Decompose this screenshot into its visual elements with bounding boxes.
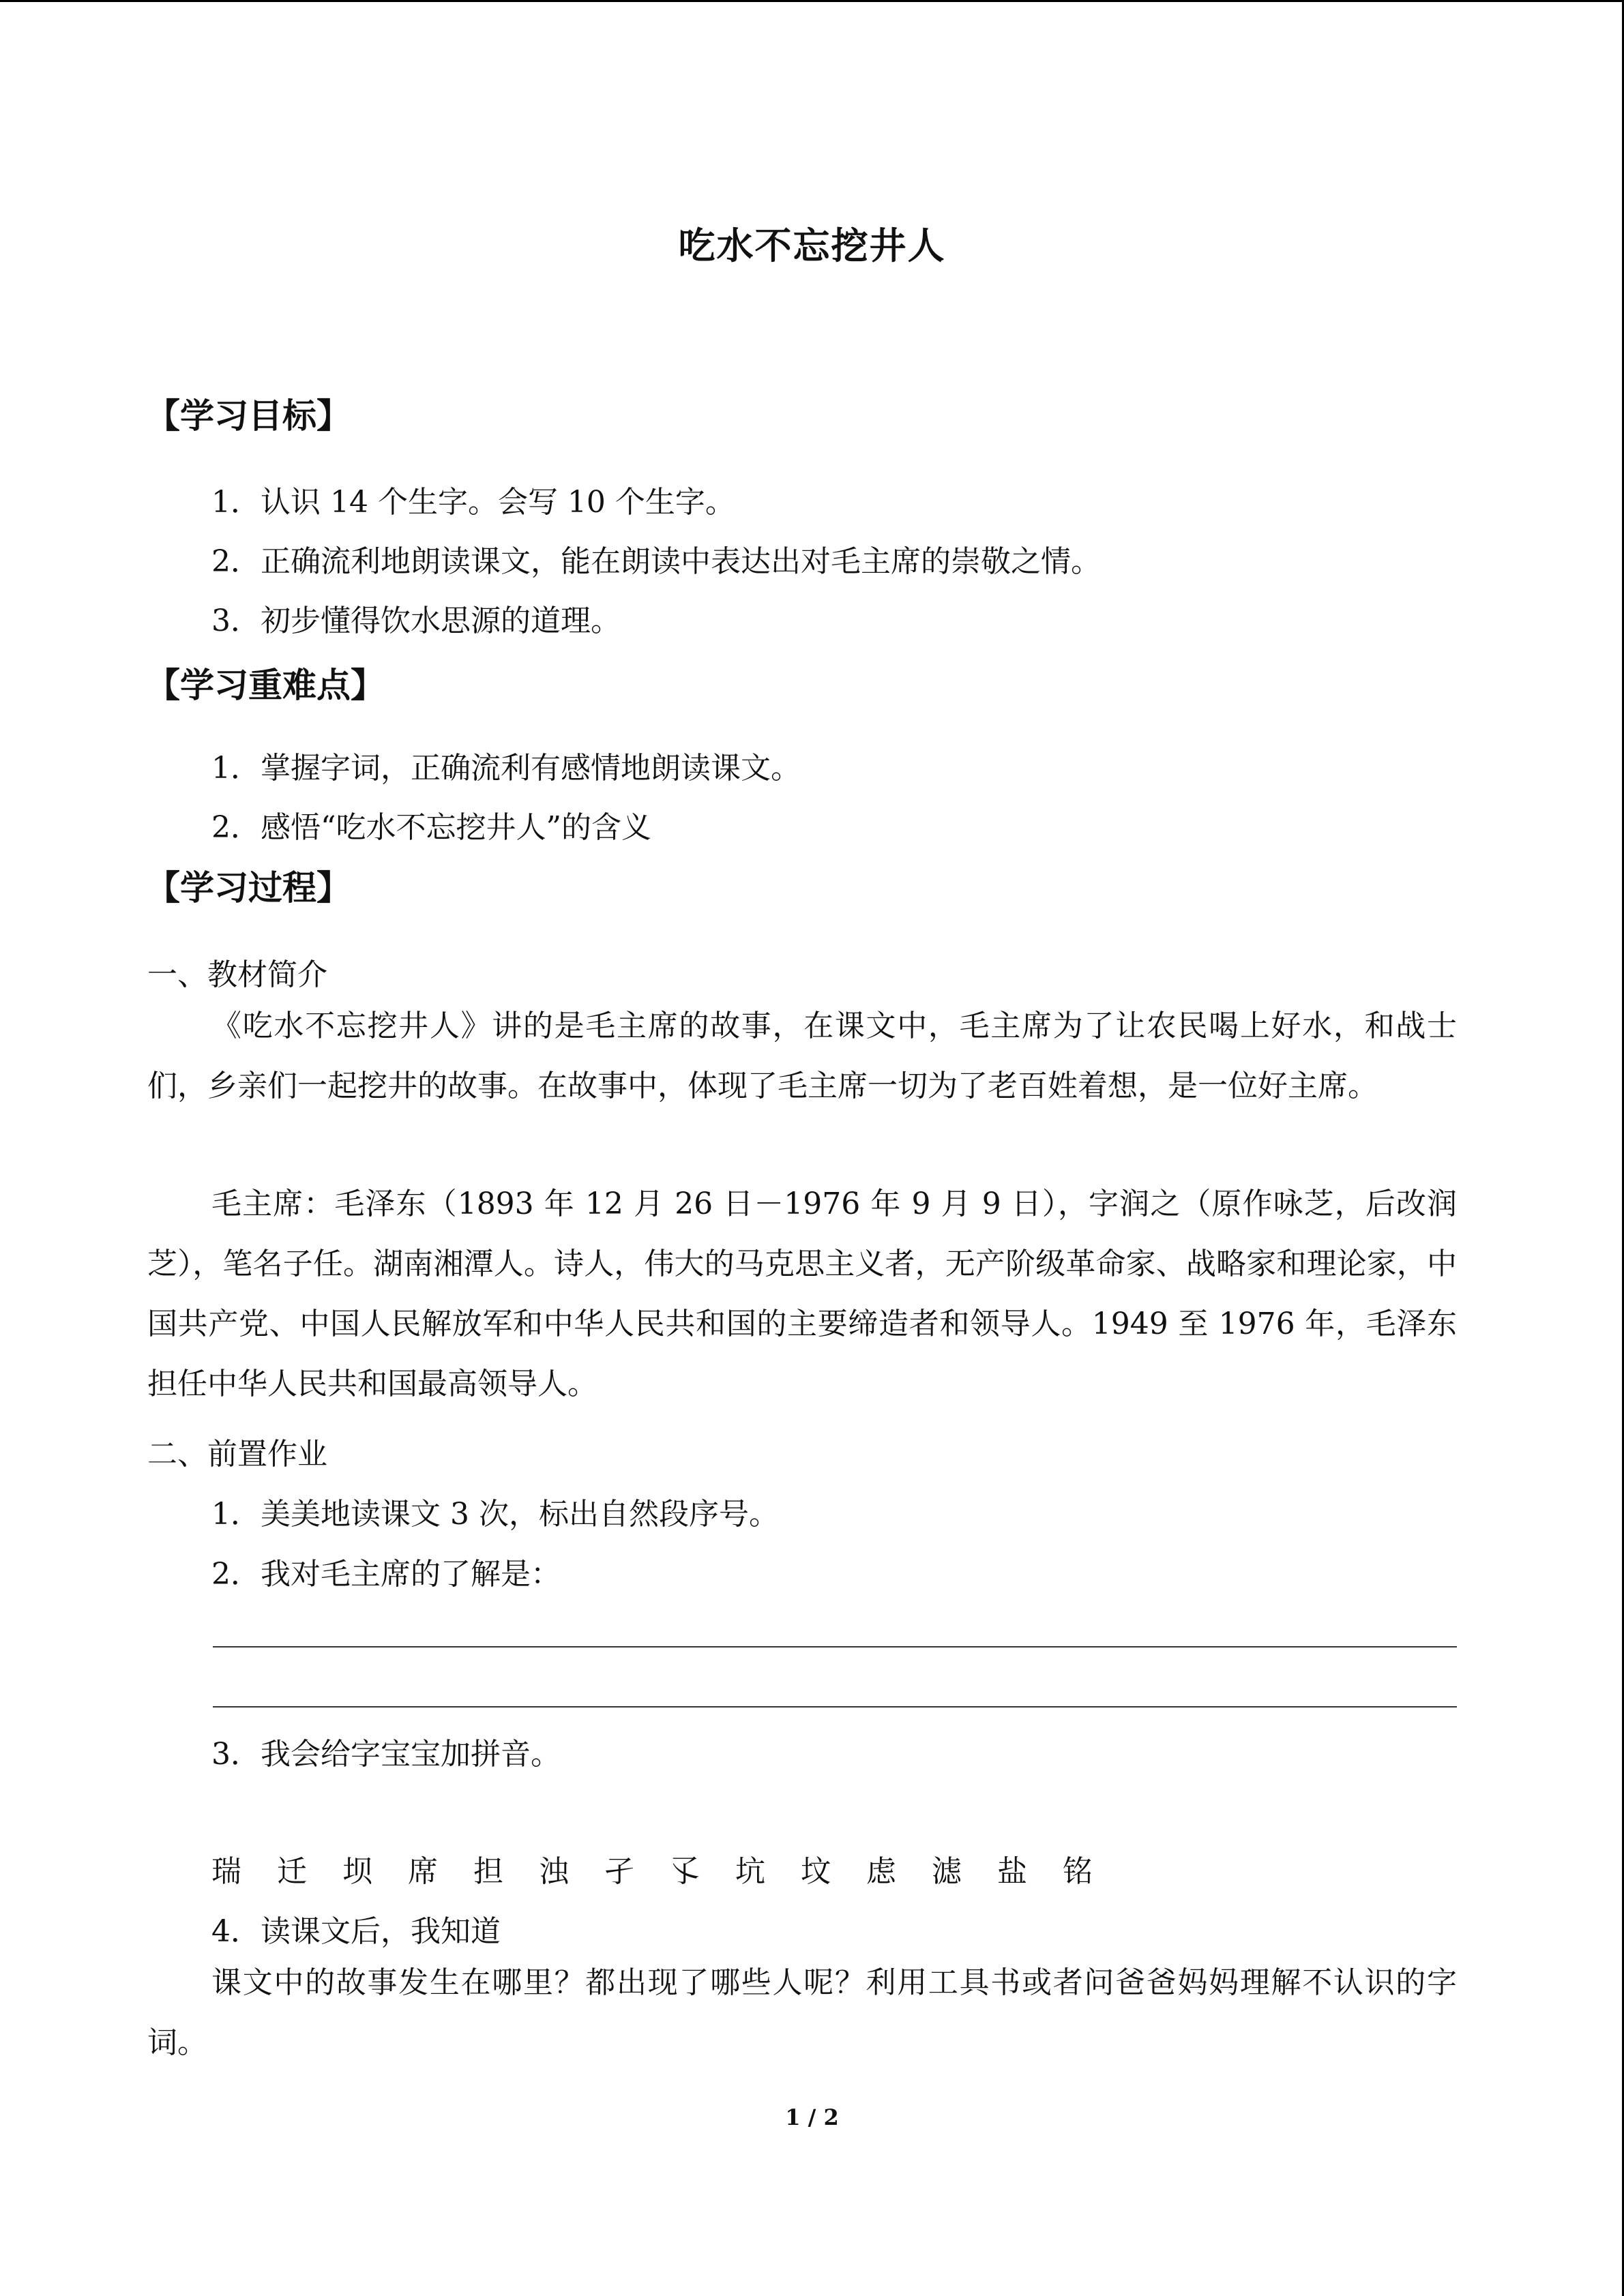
character-3: 坝 (342, 1854, 372, 1889)
key-point-item-2: 2．感悟“吃水不忘挖井人”的含义 (211, 810, 651, 845)
homework-item-3: 3．我会给字宝宝加拼音。 (211, 1737, 561, 1772)
character-4: 席 (408, 1854, 438, 1889)
homework-item-4: 4．读课文后，我知道 (211, 1914, 501, 1949)
objective-item-1: 1．认识 14 个生字。会写 10 个生字。 (211, 485, 735, 520)
character-13: 盐 (997, 1854, 1027, 1889)
section2-title: 二、前置作业 (147, 1437, 327, 1472)
section1-paragraph-1: 《吃水不忘挖井人》讲的是毛主席的故事，在课文中，毛主席为了让农民喝上好水，和战士们，乡亲们一起挖井的故事。在故事中，体现了毛主席一切为了老百姓着想，是一位好主席。 (147, 1009, 1457, 1103)
page-border-top (0, 0, 1624, 2)
objective-item-3: 3．初步懂得饮水思源的道理。 (211, 603, 621, 638)
homework-item-2: 2．我对毛主席的了解是： (211, 1557, 561, 1592)
objectives-heading: 【学习目标】 (146, 396, 351, 436)
section1-title: 一、教材简介 (147, 957, 327, 992)
process-heading: 【学习过程】 (146, 868, 351, 908)
answer-line-2[interactable] (213, 1706, 1457, 1708)
character-8: 孓 (670, 1854, 700, 1889)
character-2: 迁 (277, 1854, 307, 1889)
character-11: 虑 (866, 1854, 896, 1889)
page-number: 1 / 2 (785, 2104, 839, 2130)
character-7: 孑 (604, 1854, 634, 1889)
key-points-heading: 【学习重难点】 (146, 666, 385, 705)
character-10: 坟 (801, 1854, 831, 1889)
character-14: 铭 (1063, 1854, 1093, 1889)
character-1: 瑞 (211, 1854, 241, 1889)
character-9: 坑 (735, 1854, 765, 1889)
key-point-item-1: 1．掌握字词，正确流利有感情地朗读课文。 (211, 751, 801, 786)
homework-item-4-text: 课文中的故事发生在哪里？都出现了哪些人呢？利用工具书或者问爸爸妈妈理解不认识的字词。 (147, 1965, 1457, 2060)
pinyin-character-list (211, 1847, 1128, 1890)
character-5: 担 (473, 1854, 503, 1889)
answer-line-1[interactable] (213, 1646, 1457, 1648)
page-title: 吃水不忘挖井人 (678, 224, 946, 267)
character-12: 滤 (932, 1854, 962, 1889)
homework-item-1: 1．美美地读课文 3 次，标出自然段序号。 (211, 1497, 779, 1532)
section1-paragraph-2: 毛主席：毛泽东（1893 年 12 月 26 日－1976 年 9 月 9 日），字润之（原作咏芝，后改润芝），笔名子任。湖南湘潭人。诗人，伟大的马克思主义者，无产阶级革命家、战略家和理论家，中国共产党、中国人民解放军和中华人民共和国的主要缔造者和领导人。1949 至 1976 年，毛泽东担任中华人民共和国最高领导人。 (147, 1187, 1457, 1401)
character-6: 浊 (539, 1854, 569, 1889)
objective-item-2: 2．正确流利地朗读课文，能在朗读中表达出对毛主席的崇敬之情。 (211, 544, 1101, 579)
